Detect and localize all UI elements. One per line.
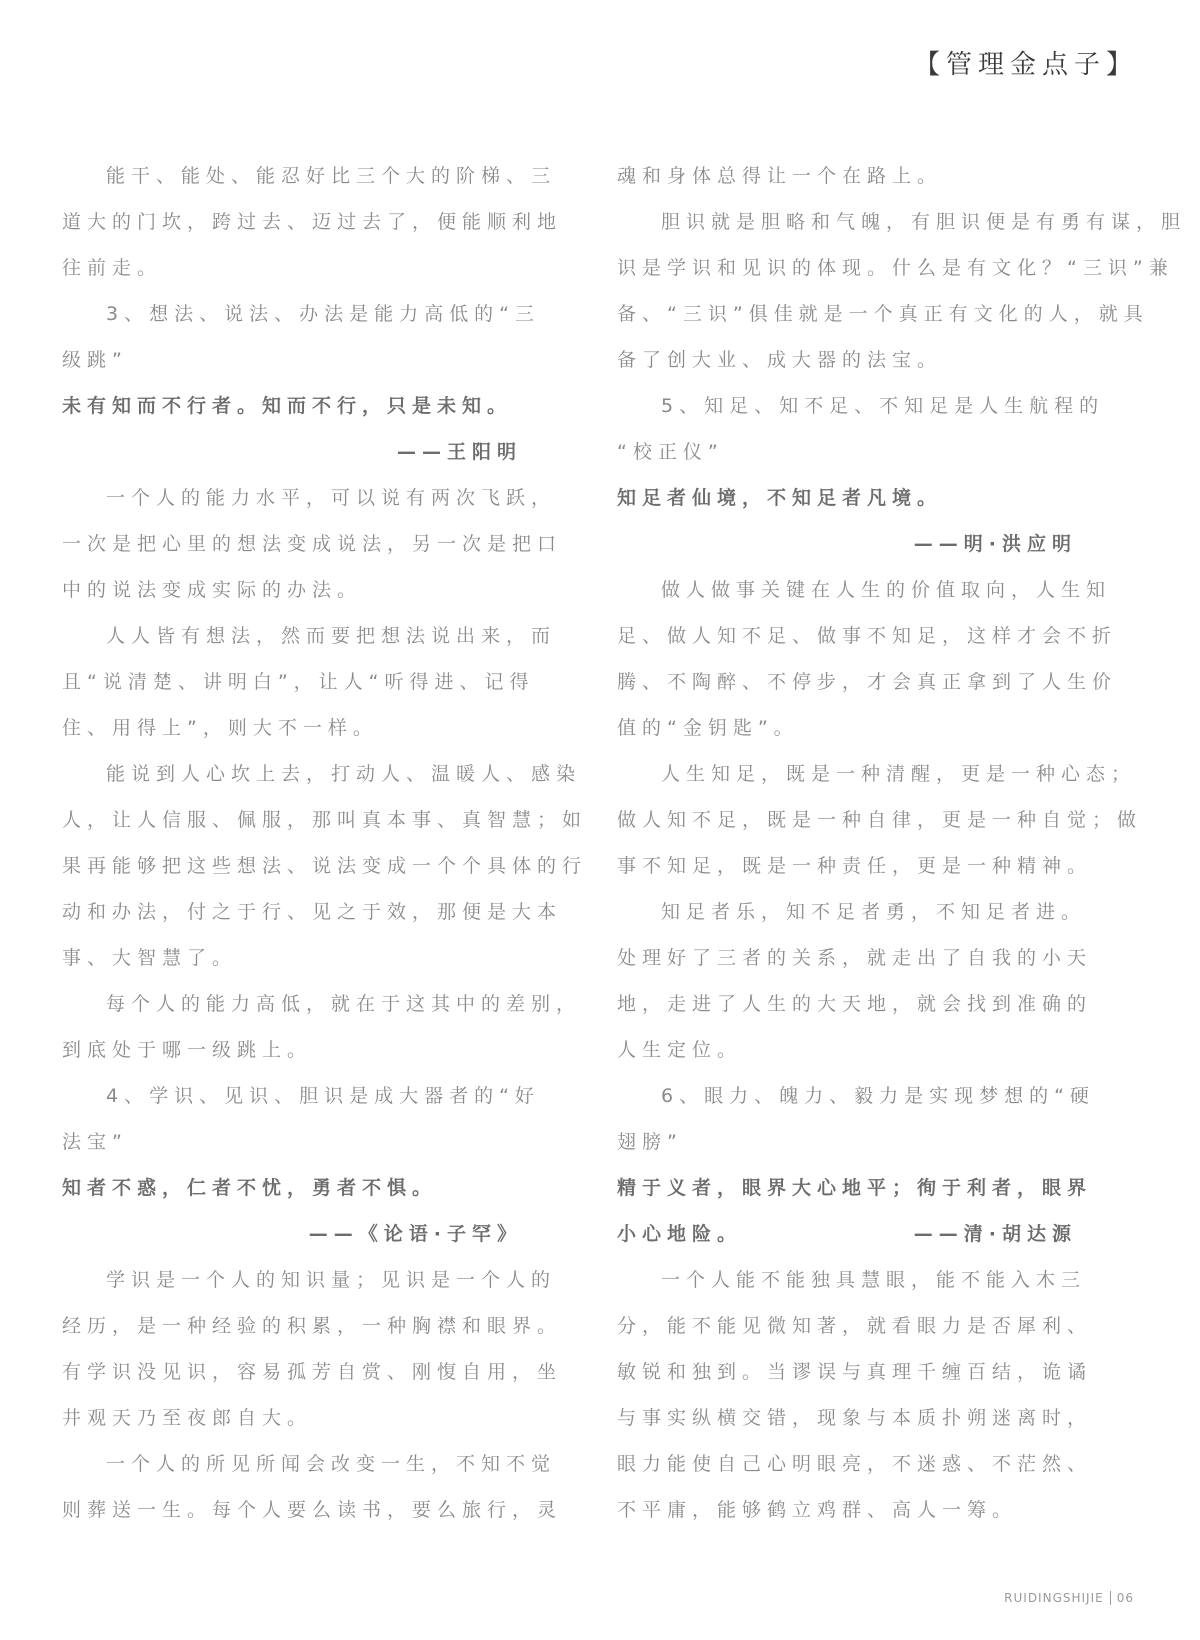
section-heading: 级跳” [62, 349, 128, 371]
section-title: 【管理金点子】 [913, 50, 1138, 80]
text-line: 备、“三识”俱佳就是一个真正有文化的人，就具 [617, 303, 1149, 325]
text-line: 识是学识和见识的体现。什么是有文化？“三识”兼 [617, 257, 1174, 279]
quote-attribution: ——明·洪应明 [913, 533, 1077, 555]
section-heading: 6、眼力、魄力、毅力是实现梦想的“硬 [661, 1085, 1095, 1107]
text-line: 事不知足，既是一种责任，更是一种精神。 [617, 855, 1093, 877]
text-line: 眼力能使自己心明眼亮，不迷惑、不茫然、 [617, 1453, 1093, 1475]
text-line: 道大的门坎，跨过去、迈过去了，便能顺利地 [62, 211, 563, 233]
text-line: 学识是一个人的知识量；见识是一个人的 [106, 1269, 557, 1291]
quote-attribution: ——清·胡达源 [913, 1223, 1077, 1245]
text-line: 中的说法变成实际的办法。 [62, 579, 363, 601]
quote: 精于义者，眼界大心地平；徇于利者，眼界 [617, 1177, 1093, 1199]
text-line: 人人皆有想法，然而要把想法说出来，而 [106, 625, 557, 647]
quote: 知者不惑，仁者不忧，勇者不惧。 [62, 1177, 438, 1199]
section-heading: 翅膀” [617, 1131, 683, 1153]
section-heading: 5、知足、知不足、不知足是人生航程的 [661, 395, 1105, 417]
text-line: 知足者乐，知不足者勇，不知足者进。 [661, 901, 1087, 923]
text-line: 处理好了三者的关系，就走出了自我的小天 [617, 947, 1093, 969]
text-line: 且“说清楚、讲明白”，让人“听得进、记得 [62, 671, 535, 693]
text-line: 胆识就是胆略和气魄，有胆识便是有勇有谋，胆 [661, 211, 1187, 233]
text-line: 不平庸，能够鹤立鸡群、高人一筹。 [617, 1499, 1018, 1521]
text-line: 动和办法，付之于行、见之于效，那便是大本 [62, 901, 563, 923]
text-line: 做人知不足，既是一种自律，更是一种自觉；做 [617, 809, 1143, 831]
text-line: 事、大智慧了。 [62, 947, 238, 969]
section-heading: 4、学识、见识、胆识是成大器者的“好 [106, 1085, 540, 1107]
right-column [617, 153, 1187, 1533]
text-line: 值的“金钥匙”。 [617, 717, 799, 739]
text-line: 人，让人信服、佩服，那叫真本事、真智慧；如 [62, 809, 588, 831]
section-heading: 法宝” [62, 1131, 128, 1153]
text-line: 一个人能不能独具慧眼，能不能入木三 [661, 1269, 1087, 1291]
text-line: 地，走进了人生的大天地，就会找到准确的 [617, 993, 1093, 1015]
footer-brand: RUIDINGSHIJIE [1004, 1591, 1104, 1605]
text-line: 分，能不能见微知著，就看眼力是否犀利、 [617, 1315, 1093, 1337]
text-line: 有学识没见识，容易孤芳自赏、刚愎自用，坐 [62, 1361, 563, 1383]
footer-divider [1110, 1591, 1111, 1605]
text-line: 经历，是一种经验的积累，一种胸襟和眼界。 [62, 1315, 563, 1337]
page-number: 06 [1116, 1591, 1134, 1605]
left-column [62, 153, 588, 1533]
text-line: 到底处于哪一级跳上。 [62, 1039, 313, 1061]
text-line: 与事实纵横交错，现象与本质扑朔迷离时， [617, 1407, 1093, 1429]
text-line: 腾、不陶醉、不停步，才会真正拿到了人生价 [617, 671, 1118, 693]
text-line: 住、用得上”，则大不一样。 [62, 717, 378, 739]
text-line: 果再能够把这些想法、说法变成一个个具体的行 [62, 855, 588, 877]
quote-attribution: ——王阳明 [396, 441, 522, 463]
text-line: 一个人的所见所闻会改变一生，不知不觉 [106, 1453, 557, 1475]
text-line: 魂和身体总得让一个在路上。 [617, 165, 943, 187]
section-heading: 3、想法、说法、办法是能力高低的“三 [106, 303, 540, 325]
text-line: 井观天乃至夜郎自大。 [62, 1407, 313, 1429]
text-line: 做人做事关键在人生的价值取向，人生知 [661, 579, 1112, 601]
text-line: 往前走。 [62, 257, 163, 279]
text-line: 每个人的能力高低，就在于这其中的差别， [106, 993, 582, 1015]
page-footer [1004, 1591, 1134, 1605]
quote-attribution: ——《论语·子罕》 [308, 1223, 522, 1245]
quote: 知足者仙境，不知足者凡境。 [617, 487, 943, 509]
text-line: 人生知足，既是一种清醒，更是一种心态； [661, 763, 1137, 785]
text-line: 一次是把心里的想法变成说法，另一次是把口 [62, 533, 563, 555]
text-line: 敏锐和独到。当谬误与真理千缠百结，诡谲 [617, 1361, 1093, 1383]
quote: 小心地险。 [617, 1223, 743, 1245]
text-line: 足、做人知不足、做事不知足，这样才会不折 [617, 625, 1118, 647]
section-heading: “校正仪” [617, 441, 724, 463]
text-line: 能干、能处、能忍好比三个大的阶梯、三 [106, 165, 557, 187]
text-line: 备了创大业、成大器的法宝。 [617, 349, 943, 371]
text-line: 一个人的能力水平，可以说有两次飞跃， [106, 487, 557, 509]
text-line: 人生定位。 [617, 1039, 743, 1061]
quote: 未有知而不行者。知而不行，只是未知。 [62, 395, 513, 417]
text-line: 则葬送一生。每个人要么读书，要么旅行，灵 [62, 1499, 563, 1521]
text-line: 能说到人心坎上去，打动人、温暖人、感染 [106, 763, 582, 785]
quote-line [617, 1211, 1077, 1257]
